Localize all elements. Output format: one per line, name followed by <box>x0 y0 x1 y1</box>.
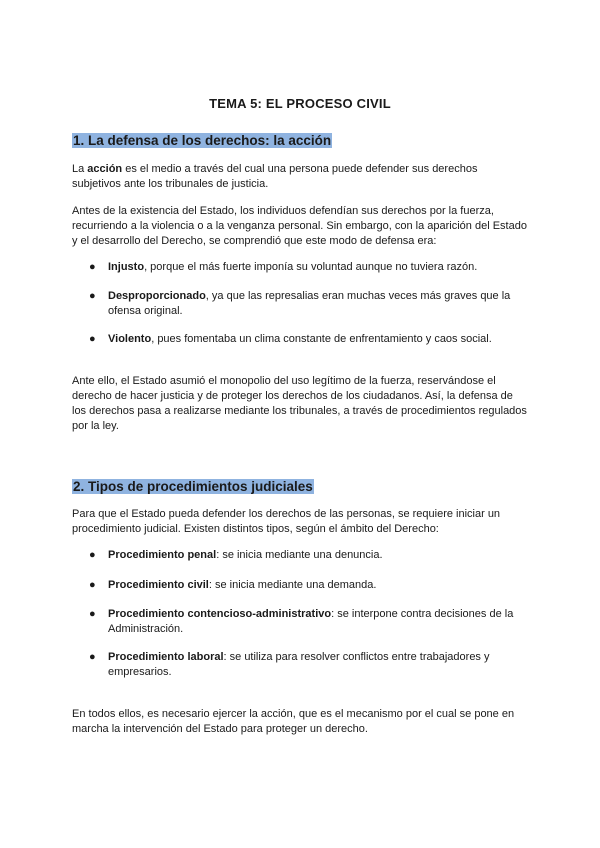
bullet-dot-icon: ● <box>89 333 96 345</box>
section2-heading-text: 2. Tipos de procedimientos judiciales <box>73 479 313 494</box>
bullet-term: Desproporcionado <box>108 290 206 302</box>
bullet-text: , ya que las represalias eran muchas veces más graves que la ofensa original. <box>108 290 511 317</box>
list-item <box>72 260 528 275</box>
document-title: TEMA 5: EL PROCESO CIVIL <box>209 96 391 111</box>
list-item <box>72 332 528 347</box>
p1-post-text: es el medio a través del cual una persona puede defender sus derechos subjetivos ante los tribunales de justicia. <box>72 163 478 190</box>
bullet-term: Procedimiento laboral <box>108 651 224 663</box>
section1-paragraph-2: Antes de la existencia del Estado, los individuos defendían sus derechos por la fuerza, recurriendo a la violencia o a la venganza personal. Sin embargo, con la aparición del Estado y el desarrollo del Derecho, se comprendió que este modo de defensa era: <box>72 205 527 247</box>
bullet-term: Procedimiento penal <box>108 549 217 561</box>
p1-bold-term: acción <box>87 163 123 175</box>
bullet-text: , pues fomentaba un clima constante de enfrentamiento y caos social. <box>151 333 492 345</box>
section2-paragraph-2: En todos ellos, es necesario ejercer la acción, que es el mecanismo por el cual se pone en marcha la intervención del Estado para proteger un derecho. <box>72 708 515 735</box>
list-item <box>72 548 528 563</box>
bullet-term: Injusto <box>108 261 145 273</box>
bullet-dot-icon: ● <box>89 579 96 591</box>
section1-paragraph-1 <box>72 162 528 192</box>
bullet-dot-icon: ● <box>89 549 96 561</box>
bullet-dot-icon: ● <box>89 261 96 273</box>
list-item <box>72 650 528 680</box>
bullet-text: : se utiliza para resolver conflictos entre trabajadores y empresarios. <box>108 651 490 678</box>
bullet-term: Violento <box>108 333 152 345</box>
bullet-dot-icon: ● <box>89 608 96 620</box>
bullet-term: Procedimiento contencioso-administrativo <box>108 608 332 620</box>
section1-heading-text: 1. La defensa de los derechos: la acción <box>73 133 332 148</box>
bullet-term: Procedimiento civil <box>108 579 209 591</box>
section2-paragraph-1: Para que el Estado pueda defender los derechos de las personas, se requiere iniciar un procedimiento judicial. Existen distintos tipos, según el ámbito del Derecho: <box>72 508 501 535</box>
bullet-text: , porque el más fuerte imponía su voluntad aunque no tuviera razón. <box>144 261 478 273</box>
p1-pre-text: La <box>72 163 88 175</box>
bullet-text: : se inicia mediante una demanda. <box>208 579 377 591</box>
bullet-text: : se inicia mediante una denuncia. <box>216 549 383 561</box>
list-item <box>72 289 528 319</box>
bullet-dot-icon: ● <box>89 651 96 663</box>
section1-paragraph-3: Ante ello, el Estado asumió el monopolio del uso legítimo de la fuerza, reservándose el derecho de hacer justicia y de proteger los derechos de los ciudadanos. Así, la defensa de los derechos pasa a realizarse mediante los tribunales, a través de procedimientos regulados por la ley. <box>72 375 527 432</box>
list-item <box>72 607 528 637</box>
section2-heading <box>72 478 314 496</box>
list-item <box>72 578 528 593</box>
bullet-text: : se interpone contra decisiones de la Administración. <box>108 608 514 635</box>
bullet-dot-icon: ● <box>89 290 96 302</box>
section1-heading <box>72 132 332 150</box>
